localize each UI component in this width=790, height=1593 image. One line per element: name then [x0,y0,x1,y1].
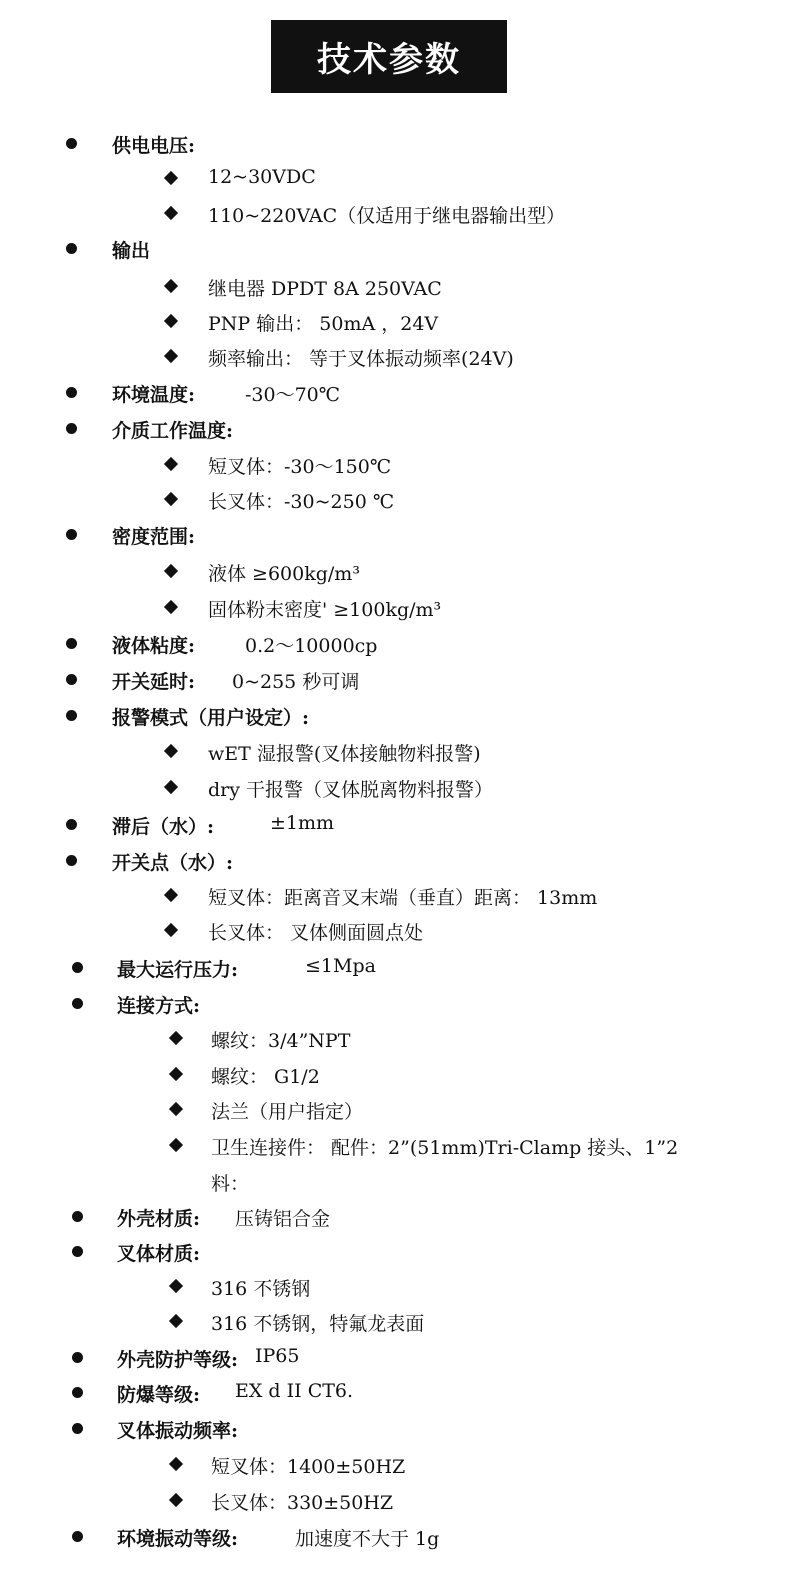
spec-subitem [0,1306,790,1340]
spec-row [0,413,790,447]
spec-label: 介质工作温度: [112,420,234,442]
bullet-icon [72,1211,83,1222]
bullet-icon [66,855,77,866]
spec-subitem-text: 料： [211,1173,250,1195]
spec-label: 液体粘度: [112,635,196,657]
spec-value: IP65 [255,1345,300,1367]
spec-subitem-text: wET 湿报警(叉体接触物料报警) [208,743,481,765]
spec-subitem-text: 长叉体： 叉体侧面圆点处 [208,922,424,944]
bullet-icon [66,387,77,398]
spec-subitem [0,163,790,197]
spec-label: 最大运行压力: [117,959,239,981]
diamond-bullet-icon [164,349,178,363]
bullet-icon [72,998,83,1009]
spec-subitem-text: 频率输出： 等于叉体振动频率(24V) [208,348,514,370]
spec-row [0,700,790,734]
bullet-icon [72,1246,83,1257]
spec-subitem [0,1130,790,1164]
bullet-icon [66,529,77,540]
spec-subitem [0,1449,790,1483]
diamond-bullet-icon [169,1138,183,1152]
spec-subitem [0,1059,790,1093]
spec-label: 滞后（水）: [112,816,215,838]
bullet-icon [66,674,77,685]
diamond-bullet-icon [169,1031,183,1045]
spec-row [0,1521,790,1555]
spec-subitem-text: 法兰（用户指定） [211,1101,364,1123]
spec-subitem [0,556,790,590]
spec-value: 0.2～10000cp [245,635,378,657]
diamond-bullet-icon [164,457,178,471]
spec-subitem [0,736,790,770]
spec-value: 0~255 秒可调 [232,671,360,693]
spec-value: ≤1Mpa [305,955,376,977]
spec-subitem [0,341,790,375]
spec-subitem [0,484,790,518]
spec-subitem-text: 短叉体：距离音叉末端（垂直）距离： 13mm [208,887,598,909]
bullet-icon [66,138,77,149]
spec-label: 环境温度: [112,384,196,406]
diamond-bullet-icon [164,600,178,614]
diamond-bullet-icon [169,1457,183,1471]
spec-subitem-text: 继电器 DPDT 8A 250VAC [208,278,442,300]
spec-subitem-text: 螺纹： G1/2 [211,1066,320,1088]
spec-subitem [0,1094,790,1128]
diamond-bullet-icon [164,492,178,506]
spec-label: 叉体材质: [117,1243,201,1265]
diamond-bullet-icon [169,1314,183,1328]
spec-row [0,128,790,162]
spec-subitem-text: 卫生连接件： 配件：2”(51mm)Tri-Clamp 接头、1”2 [211,1137,679,1159]
diamond-bullet-icon [164,744,178,758]
bullet-icon [66,243,77,254]
spec-row [0,988,790,1022]
spec-subitem [0,1485,790,1519]
bullet-icon [66,819,77,830]
spec-row [0,1342,790,1376]
diamond-bullet-icon [164,780,178,794]
spec-value: ±1mm [270,812,335,834]
spec-value: -30～70℃ [245,384,341,406]
spec-subitem [0,915,790,949]
diamond-bullet-icon [169,1102,183,1116]
spec-subitem [0,449,790,483]
spec-subitem-text: 短叉体：1400±50HZ [211,1456,406,1478]
spec-label: 环境振动等级: [117,1528,239,1550]
bullet-icon [66,710,77,721]
spec-subitem-text: PNP 输出： 50mA ，24V [208,313,439,335]
diamond-bullet-icon [164,564,178,578]
spec-row [0,845,790,879]
spec-subitem-text: 固体粉末密度' ≥100kg/m³ [208,599,442,621]
spec-subitem-text: 316 不锈钢，特氟龙表面 [211,1313,425,1335]
spec-row [0,628,790,662]
spec-subitem-text: dry 干报警（叉体脱离物料报警） [208,779,494,801]
spec-label: 叉体振动频率: [117,1420,239,1442]
bullet-icon [66,423,77,434]
spec-label: 防爆等级: [117,1384,201,1406]
spec-value: 加速度不大于 1g [295,1528,440,1550]
spec-label: 输出 [112,240,151,262]
spec-row [0,519,790,553]
spec-row [0,664,790,698]
spec-row [0,1377,790,1411]
spec-row [0,233,790,267]
spec-subitem [0,198,790,232]
spec-label: 外壳材质: [117,1208,201,1230]
spec-label: 外壳防护等级: [117,1349,239,1371]
spec-subitem [0,772,790,806]
diamond-bullet-icon [169,1067,183,1081]
diamond-bullet-icon [164,888,178,902]
spec-subitem-text: 长叉体：-30~250 ℃ [208,491,395,513]
spec-row [0,952,790,986]
spec-row [0,1201,790,1235]
spec-subitem-text: 316 不锈钢 [211,1278,311,1300]
spec-value: 压铸铝合金 [235,1208,331,1230]
bullet-icon [72,1423,83,1434]
spec-row [0,1413,790,1447]
diamond-bullet-icon [164,206,178,220]
spec-label: 供电电压: [112,135,196,157]
spec-subitem-text: 长叉体：330±50HZ [211,1492,394,1514]
bullet-icon [72,962,83,973]
spec-subitem [0,592,790,626]
spec-subitem-text: 12~30VDC [208,166,316,188]
spec-subitem [0,880,790,914]
spec-subitem-text: 液体 ≥600kg/m³ [208,563,360,585]
spec-subitem [0,1023,790,1057]
spec-row [0,809,790,843]
diamond-bullet-icon [164,314,178,328]
bullet-icon [66,638,77,649]
spec-subitem [0,271,790,305]
bullet-icon [72,1387,83,1398]
page-title: 技术参数 [317,40,461,80]
diamond-bullet-icon [169,1493,183,1507]
spec-label: 报警模式（用户设定）: [112,707,310,729]
spec-subitem-text: 螺纹：3/4”NPT [211,1030,351,1052]
bullet-icon [72,1531,83,1542]
spec-label: 连接方式: [117,995,201,1017]
spec-subitem [0,1166,790,1200]
spec-label: 开关延时: [112,671,196,693]
diamond-bullet-icon [164,171,178,185]
spec-row [0,1236,790,1270]
spec-subitem [0,1271,790,1305]
spec-subitem [0,306,790,340]
spec-value: EX d II CT6. [235,1380,354,1402]
spec-label: 开关点（水）: [112,852,234,874]
diamond-bullet-icon [169,1279,183,1293]
spec-row [0,377,790,411]
spec-label: 密度范围: [112,526,196,548]
bullet-icon [72,1352,83,1363]
diamond-bullet-icon [164,279,178,293]
title-banner [271,20,507,93]
diamond-bullet-icon [164,923,178,937]
spec-subitem-text: 110~220VAC（仅适用于继电器输出型） [208,205,566,227]
spec-subitem-text: 短叉体：-30～150℃ [208,456,392,478]
